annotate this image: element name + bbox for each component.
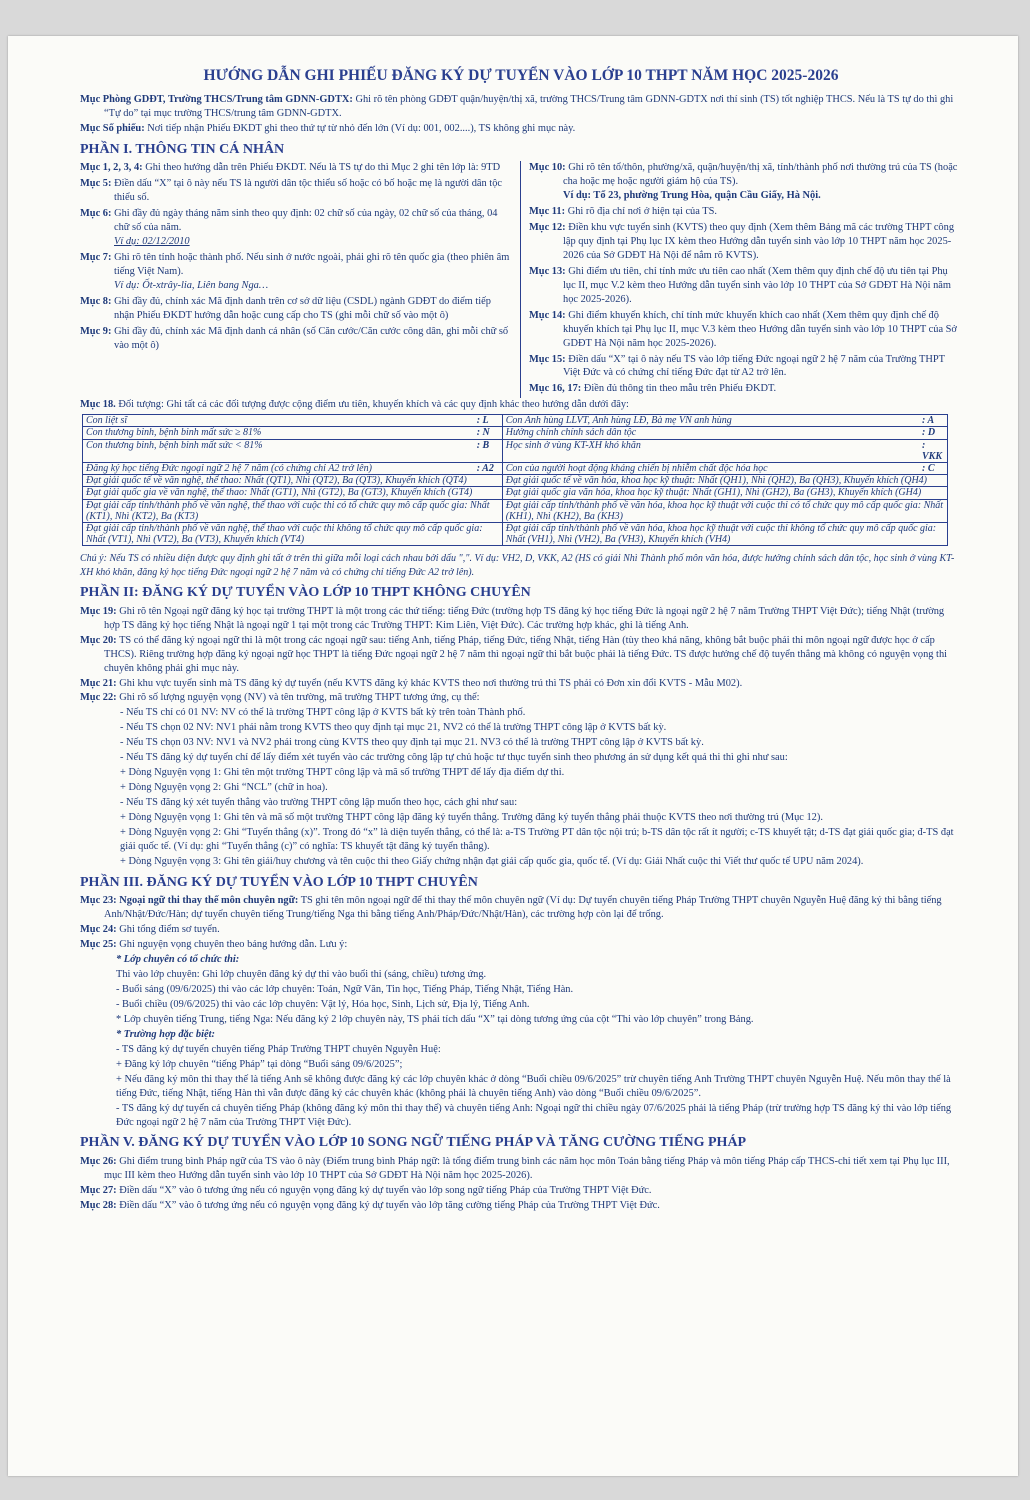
text: Nơi tiếp nhận Phiếu ĐKDT ghi theo thứ tự từ nhỏ đến lớn (Ví dụ: 001, 002....), TS không ghi mục này. [147, 122, 576, 134]
item [529, 353, 962, 381]
cell-code: : A [919, 415, 948, 427]
text: Điền khu vực tuyển sinh (KVTS) theo quy định (Xem thêm Bảng mã các trường THPT công lập quy định tại Phụ lục IX kèm theo Hướng dẫn tuyển sinh vào lớp 10 THPT năm học 2025-2026 của Sở GDĐT Hà Nội để nắm rõ KVTS). [563, 222, 955, 261]
list-item: + Nếu đăng ký môn thi thay thế là tiếng Anh sẽ không được đăng ký các lớp chuyên khác ở dòng “Buổi chiều 09/6/2025” trừ chuyên tiếng Anh Trường THPT chuyên Nguyễn Huệ. Nếu môn thay thế là tiếng Đức, tiếng Nhật, tiếng Hàn thì vẫn được đăng ký các chuyên khác (không phải là chuyên tiếng Anh) vào dòng “Buổi chiều 09/6/2025”. [116, 1073, 951, 1099]
example: Ví dụ: 02/12/2010 [114, 236, 190, 248]
intro-ticket [80, 122, 962, 136]
text: Ghi theo hướng dẫn trên Phiếu ĐKDT. Nếu là TS tự do thì Mục 2 ghi tên lớp là: 9TD [145, 162, 501, 174]
label: Mục 15: [529, 353, 566, 365]
cell-code: : A2 [474, 463, 503, 475]
list-item: + Đăng ký lớp chuyên “tiếng Pháp” tại dòng “Buổi sáng 09/6/2025”; [116, 1058, 403, 1070]
item-26 [80, 1155, 962, 1183]
list-item: - TS đăng ký dự tuyển chuyên tiếng Pháp Trường THPT chuyên Nguyễn Huệ: [116, 1043, 441, 1055]
list-item: - Nếu TS đăng ký xét tuyển thẳng vào trường THPT công lập muốn theo học, cách ghi như sau: [120, 797, 518, 809]
text: TS ghi tên môn ngoại ngữ để thi thay thế môn chuyên ngữ (Ví dụ: Dự tuyển chuyên tiếng Pháp Trường THPT chuyên Nguyễn Huệ đăng ký thi bằng tiếng Anh/Nhật/Đức/Hàn; dự tuyển chuyên tiếng Trung/tiếng Nga thi bằng tiếng Anh/Pháp/Đức/Nhật/Hàn), các trường hợp còn lại để trống. [104, 895, 942, 921]
part1-right-column [521, 161, 962, 398]
table-row [83, 499, 948, 522]
item [80, 325, 512, 353]
cell-name: Con thương binh, bệnh binh mất sức < 81% [83, 439, 474, 462]
list-item: Thi vào lớp chuyên: Ghi lớp chuyên đăng ký dự thi vào buổi thi (sáng, chiều) tương ứng. [116, 969, 487, 981]
text: Ghi nguyện vọng chuyên theo bảng hướng dẫn. Lưu ý: [119, 939, 348, 951]
label: Mục 13: [529, 265, 566, 277]
cell-code: : VKK [919, 439, 948, 462]
cell-code: : D [919, 427, 948, 439]
text: Điền dấu “X” tại ô này nếu TS vào lớp tiếng Đức ngoại ngữ 2 hệ 7 năm của Trường THPT Việt Đức và có chứng chỉ tiếng Đức đạt từ A2 trở lên. [563, 353, 945, 379]
cell-name: Đạt giải cấp tỉnh/thành phố về văn hóa, khoa học kỹ thuật với cuộc thi không tổ chức quy mô cấp quốc gia: Nhất (VH1), Nhì (VH2), Ba (VH3), Khuyến khích (VH4) [502, 522, 947, 545]
text: Ghi rõ tên Ngoại ngữ đăng ký học tại trường THPT là một trong các thứ tiếng: tiếng Đức (trường hợp TS đăng ký học tiếng Đức là ngoại ngữ 2 hệ 7 năm Trường THPT Việt Đức); tiếng Nhật (trường hợp TS đăng ký học tiếng Nhật là ngoại ngữ 1 tại một trong các Trường THPT: Kim Liên, Việt Đức). Các trường hợp khác, ghi là tiếng Anh. [104, 605, 945, 631]
list-item: - Nếu TS chọn 02 NV: NV1 phải nằm trong KVTS theo quy định tại mục 21, NV2 có thể là trường THPT công lập ở KVTS bất kỳ. [120, 722, 667, 734]
table-row [83, 522, 948, 545]
label: Mục 8: [80, 295, 112, 307]
list-item: + Dòng Nguyện vọng 2: Ghi “NCL” (chữ in hoa). [120, 782, 328, 794]
label: Mục 22: [80, 692, 117, 704]
document-page [8, 36, 1018, 1476]
cell-name: Đạt giải quốc gia về văn nghệ, thể thao: Nhất (GT1), Nhì (GT2), Ba (GT3), Khuyến khích (GT4) [83, 487, 503, 499]
label: Mục 10: [529, 162, 566, 174]
table-row [83, 475, 948, 487]
label: Mục 12: [529, 222, 566, 234]
label: Mục 14: [529, 309, 566, 321]
document-title: HƯỚNG DẪN GHI PHIẾU ĐĂNG KÝ DỰ TUYỂN VÀO LỚP 10 THPT NĂM HỌC 2025-2026 [203, 67, 839, 84]
item-27 [80, 1184, 962, 1198]
text: Ghi đầy đủ, chính xác Mã định danh trên cơ sở dữ liệu (CSDL) ngành GDĐT do điểm tiếp nhận Phiếu ĐKDT hướng dẫn hoặc cung cấp cho TS (ghi mỗi chữ số vào một ô) [114, 295, 491, 321]
item-22 [80, 691, 962, 705]
item [80, 295, 512, 323]
item [529, 382, 962, 396]
table-row [83, 439, 948, 462]
item-23 [80, 894, 962, 922]
item [529, 309, 962, 351]
label: Mục 16, 17: [529, 383, 582, 395]
cell-code: : L [474, 415, 503, 427]
part2-heading: PHẦN II: ĐĂNG KÝ DỰ TUYỂN VÀO LỚP 10 THPT KHÔNG CHUYÊN [80, 585, 531, 601]
item-19 [80, 605, 962, 633]
item [529, 205, 962, 219]
cell-name: Con thương binh, bệnh binh mất sức ≥ 81% [83, 427, 474, 439]
text: Ghi khu vực tuyển sinh mà TS đăng ký dự tuyển (nếu KVTS đăng ký khác KVTS theo nơi thường trú thì TS phải có Đơn xin đổi KVTS - Mẫu M02). [119, 677, 743, 689]
list-item: - Nếu TS đăng ký dự tuyển chỉ để lấy điểm xét tuyển vào các trường công lập tự chủ hoặc tư thục tuyển sinh theo phương án sử dụng kết quả thi thì ghi như sau: [120, 752, 788, 764]
objects-table [82, 414, 948, 546]
text: Ghi điểm trung bình Pháp ngữ của TS vào ô này (Điểm trung bình Pháp ngữ: là tổng điểm trung bình các năm học môn Toán bằng tiếng Pháp và môn tiếng Pháp cấp THCS-chi tiết xem tại Phụ lục III, mục III kèm theo Hướng dẫn tuyển sinh vào lớp 10 THPT của Sở GDĐT Hà Nội năm học 2025-2026). [104, 1156, 950, 1182]
example: Ví dụ: Tổ 23, phường Trung Hòa, quận Cầu Giấy, Hà Nội. [563, 190, 821, 202]
label: Mục Số phiếu: [80, 122, 145, 134]
list-item: - Buổi chiều (09/6/2025) thi vào các lớp chuyên: Vật lý, Hóa học, Sinh, Lịch sử, Địa lý, Tiếng Anh. [116, 999, 530, 1011]
part1-heading: PHẦN I. THÔNG TIN CÁ NHÂN [80, 141, 285, 157]
item [80, 251, 512, 293]
part1-left-column [80, 161, 521, 398]
text: Ghi điểm ưu tiên, chỉ tính mức ưu tiên cao nhất (Xem thêm quy định chế độ ưu tiên tại Phụ lục II, mục V.2 kèm theo Hướng dẫn tuyển sinh vào lớp 10 THPT của Sở GDĐT Hà Nội năm học 2025-2026). [563, 265, 951, 305]
item [529, 161, 962, 203]
table-row [83, 415, 948, 427]
text: Ghi tổng điểm sơ tuyển. [119, 924, 220, 936]
text: TS có thể đăng ký ngoại ngữ thi là một trong các ngoại ngữ sau: tiếng Anh, tiếng Pháp, tiếng Đức, tiếng Nhật, tiếng Hàn (tùy theo khả năng, không bắt buộc phải thi môn ngoại ngữ được học ở cấp THCS). Riêng trường hợp đăng ký ngoại ngữ học THPT là tiếng Đức ngoại ngữ 2 hệ 7 năm thì ngoại ngữ thi bắt buộc phải là tiếng Đức. TS được hưởng chế độ tuyển thẳng mà không có nguyện vọng thi chuyên không phải ghi mục này. [104, 634, 948, 674]
item-24 [80, 923, 962, 937]
label: Mục Phòng GDĐT, Trường THCS/Trung tâm GDNN-GDTX: [80, 93, 353, 105]
text: Ghi điểm khuyến khích, chỉ tính mức khuyến khích cao nhất (Xem thêm quy định chế độ khuyến khích tại Phụ lục II, mục V.3 kèm theo Hướng dẫn tuyển sinh vào lớp 10 THPT của Sở GDĐT Hà Nội năm học 2025-2026). [563, 309, 957, 349]
item-18 [80, 398, 962, 412]
item-25 [80, 938, 962, 952]
list-item: - TS đăng ký dự tuyển cả chuyên tiếng Pháp (không đăng ký môn thi thay thế) và chuyên tiếng Anh: Ngoại ngữ thi chiều ngày 07/6/2025 phải là tiếng Pháp (trừ trường hợp TS đăng ký thi vào lớp tiếng Đức ngoại ngữ 2 hệ 7 năm của Trường THPT Việt Đức). [116, 1102, 952, 1128]
label: Mục 25: [80, 939, 117, 951]
text: Đối tượng: Ghi tất cả các đối tượng được cộng điểm ưu tiên, khuyến khích và các quy định khác theo hướng dẫn dưới đây: [118, 399, 629, 411]
text: Ghi rõ tên phòng GDĐT quận/huyện/thị xã, trường THCS/Trung tâm GDNN-GDTX nơi thí sinh (TS) tốt nghiệp THCS. Nếu là TS tự do thì ghi “Tự do” tại mục trường THCS/trung tâm GDNN-GDTX. [104, 93, 954, 119]
label: Mục 24: [80, 924, 117, 936]
cell-name: Con liệt sĩ [83, 415, 474, 427]
label: Mục 27: [80, 1185, 117, 1197]
cell-code: : C [919, 463, 948, 475]
cell-name: Con Anh hùng LLVT, Anh hùng LĐ, Bà mẹ VN anh hùng [502, 415, 919, 427]
table-row [83, 427, 948, 439]
part3-heading: PHẦN III. ĐĂNG KÝ DỰ TUYỂN VÀO LỚP 10 THPT CHUYÊN [80, 874, 478, 890]
label: Mục 20: [80, 634, 117, 646]
part5-heading: PHẦN V. ĐĂNG KÝ DỰ TUYỂN VÀO LỚP 10 SONG NGỮ TIẾNG PHÁP VÀ TĂNG CƯỜNG TIẾNG PHÁP [80, 1135, 747, 1151]
list-item: * Lớp chuyên tiếng Trung, tiếng Nga: Nếu đăng ký 2 lớp chuyên này, TS phải tích dấu “X” tại dòng tương ứng của cột “Thi vào lớp chuyên” trong Bảng. [116, 1013, 754, 1025]
label: Mục 18. [80, 399, 116, 411]
list-item: * Lớp chuyên có tổ chức thi: [116, 954, 240, 966]
text: Ghi đầy đủ ngày tháng năm sinh theo quy định: 02 chữ số của ngày, 02 chữ số của tháng, 04 chữ số của năm. [114, 208, 498, 234]
text: Ghi rõ địa chỉ nơi ở hiện tại của TS. [567, 206, 717, 218]
cell-name: Đạt giải cấp tỉnh/thành phố về văn nghệ, thể thao với cuộc thi có tổ chức quy mô cấp quốc gia: Nhất (KT1), Nhì (KT2), Ba (KT3) [83, 499, 503, 522]
label: Mục 9: [80, 325, 112, 337]
cell-name: Con của người hoạt động kháng chiến bị nhiễm chất độc hóa học [502, 463, 919, 475]
label: Mục 7: [80, 251, 112, 263]
note: Chú ý: Nếu TS có nhiều diện được quy định ghi tất ở trên thì giữa mỗi loại cách nhau bởi dấu ",". Ví dụ: VH2, D, VKK, A2 (HS có giải Nhì Thành phố môn văn hóa, được hưởng chính sách dân tộc, học sinh ở vùng KT-XH khó khăn, đăng ký học tiếng Đức ngoại ngữ 2 hệ 7 năm và có chứng chỉ tiếng Đức A2 trở lên). [80, 553, 955, 578]
text: Ghi rõ tên tỉnh hoặc thành phố. Nếu sinh ở nước ngoài, phải ghi rõ tên quốc gia (theo phiên âm tiếng Việt Nam). [114, 251, 510, 277]
item-28 [80, 1199, 962, 1213]
list-item: * Trường hợp đặc biệt: [116, 1028, 215, 1040]
text: Điền dấu “X” vào ô tương ứng nếu có nguyện vọng đăng ký dự tuyển vào lớp tăng cường tiếng Pháp của Trường THPT Việt Đức. [119, 1200, 660, 1212]
table-row [83, 487, 948, 499]
cell-name: Đăng ký học tiếng Đức ngoại ngữ 2 hệ 7 năm (có chứng chỉ A2 trở lên) [83, 463, 474, 475]
item [80, 177, 512, 205]
text: Ghi đầy đủ, chính xác Mã định danh cá nhân (số Căn cước/Căn cước công dân, ghi mỗi chữ số vào một ô) [114, 325, 509, 351]
example: Ví dụ: Ốt-xtrây-lia, Liên bang Nga… [114, 279, 269, 291]
part1-columns [80, 161, 962, 398]
text: Ghi rõ số lượng nguyện vọng (NV) và tên trường, mã trường THPT tương ứng, cụ thể: [119, 692, 480, 704]
cell-code: : N [474, 427, 503, 439]
cell-name: Đạt giải cấp tỉnh/thành phố về văn nghệ, thể thao với cuộc thi không tổ chức quy mô cấp quốc gia: Nhất (VT1), Nhì (VT2), Ba (VT3), Khuyến khích (VT4) [83, 522, 503, 545]
list-item: - Nếu TS chọn 03 NV: NV1 và NV2 phải trong cùng KVTS theo quy định tại mục 21. NV3 có thể là trường THPT công lập ở KVTS bất kỳ. [120, 737, 704, 749]
cell-code: : B [474, 439, 503, 462]
list-item: - Buổi sáng (09/6/2025) thi vào các lớp chuyên: Toán, Ngữ Văn, Tin học, Tiếng Pháp, Tiếng Nhật, Tiếng Hàn. [116, 984, 574, 996]
text: Điền đủ thông tin theo mẫu trên Phiếu ĐKDT. [583, 383, 777, 395]
label: Mục 28: [80, 1200, 117, 1212]
label: Mục 1, 2, 3, 4: [80, 162, 143, 174]
table-row [83, 463, 948, 475]
cell-name: Đạt giải quốc tế về văn nghệ, thể thao: Nhất (QT1), Nhì (QT2), Ba (QT3), Khuyến khích (QT4) [83, 475, 503, 487]
item [529, 221, 962, 263]
label: Mục 19: [80, 605, 117, 617]
list-item: + Dòng Nguyện vọng 3: Ghi tên giải/huy chương và tên cuộc thi theo Giấy chứng nhận đạt giải cấp quốc gia, quốc tế. (Ví dụ: Giải Nhất cuộc thi Viết thư quốc tế UPU năm 2024). [120, 855, 864, 867]
label: Mục 5: [80, 178, 112, 190]
item-20 [80, 634, 962, 676]
text: Điền dấu “X” tại ô này nếu TS là người dân tộc thiểu số hoặc có bố hoặc mẹ là người dân tộc thiểu số. [114, 178, 502, 204]
document-body [80, 66, 962, 1214]
cell-name: Đạt giải quốc tế về văn hóa, khoa học kỹ thuật: Nhất (QH1), Nhì (QH2), Ba (QH3), Khuyến khích (QH4) [502, 475, 947, 487]
label: Mục 23: Ngoại ngữ thi thay thế môn chuyên ngữ: [80, 895, 299, 907]
item-21 [80, 677, 962, 691]
item [529, 265, 962, 307]
cell-name: Học sinh ở vùng KT-XH khó khăn [502, 439, 919, 462]
text: Ghi rõ tên tổ/thôn, phường/xã, quận/huyện/thị xã, tỉnh/thành phố nơi thường trú của TS (hoặc cha hoặc mẹ hoặc người giám hộ của TS). [563, 162, 958, 188]
cell-name: Đạt giải cấp tỉnh/thành phố về văn hóa, khoa học kỹ thuật với cuộc thi có tổ chức quy mô cấp quốc gia: Nhất (KH1), Nhì (KH2), Ba (KH3) [502, 499, 947, 522]
label: Mục 21: [80, 677, 117, 689]
label: Mục 6: [80, 208, 112, 220]
list-item: + Dòng Nguyện vọng 1: Ghi tên và mã số một trường THPT công lập đăng ký tuyển thẳng. Trường đăng ký tuyển thẳng phải thuộc KVTS theo nơi thường trú (Mục 12). [120, 811, 823, 823]
list-item: + Dòng Nguyện vọng 2: Ghi “Tuyển thẳng (x)”. Trong đó “x” là diện tuyển thẳng, có thể là: a-TS Trường PT dân tộc nội trú; b-TS dân tộc rất ít người; c-TS khuyết tật; d-TS đạt giải quốc gia; đ-TS đạt giải quốc tế. (Ví dụ: ghi “Tuyển thẳng (c)” có nghĩa: TS khuyết tật đăng ký tuyển thẳng). [120, 826, 954, 852]
text: Điền dấu “X” vào ô tương ứng nếu có nguyện vọng đăng ký dự tuyển vào lớp song ngữ tiếng Pháp của Trường THPT Việt Đức. [119, 1185, 652, 1197]
label: Mục 26: [80, 1156, 117, 1168]
item [80, 161, 512, 175]
intro-unit [80, 93, 962, 121]
cell-name: Đạt giải quốc gia văn hóa, khoa học kỹ thuật: Nhất (GH1), Nhì (GH2), Ba (GH3), Khuyến khích (GH4) [502, 487, 947, 499]
item [80, 207, 512, 249]
label: Mục 11: [529, 206, 566, 218]
cell-name: Hưởng chính chính sách dân tộc [502, 427, 919, 439]
list-item: + Dòng Nguyện vọng 1: Ghi tên một trường THPT công lập và mã số trường THPT để lấy địa điểm dự thi. [120, 767, 565, 779]
list-item: - Nếu TS chỉ có 01 NV: NV có thể là trường THPT công lập ở KVTS bất kỳ trên toàn Thành phố. [120, 707, 526, 719]
